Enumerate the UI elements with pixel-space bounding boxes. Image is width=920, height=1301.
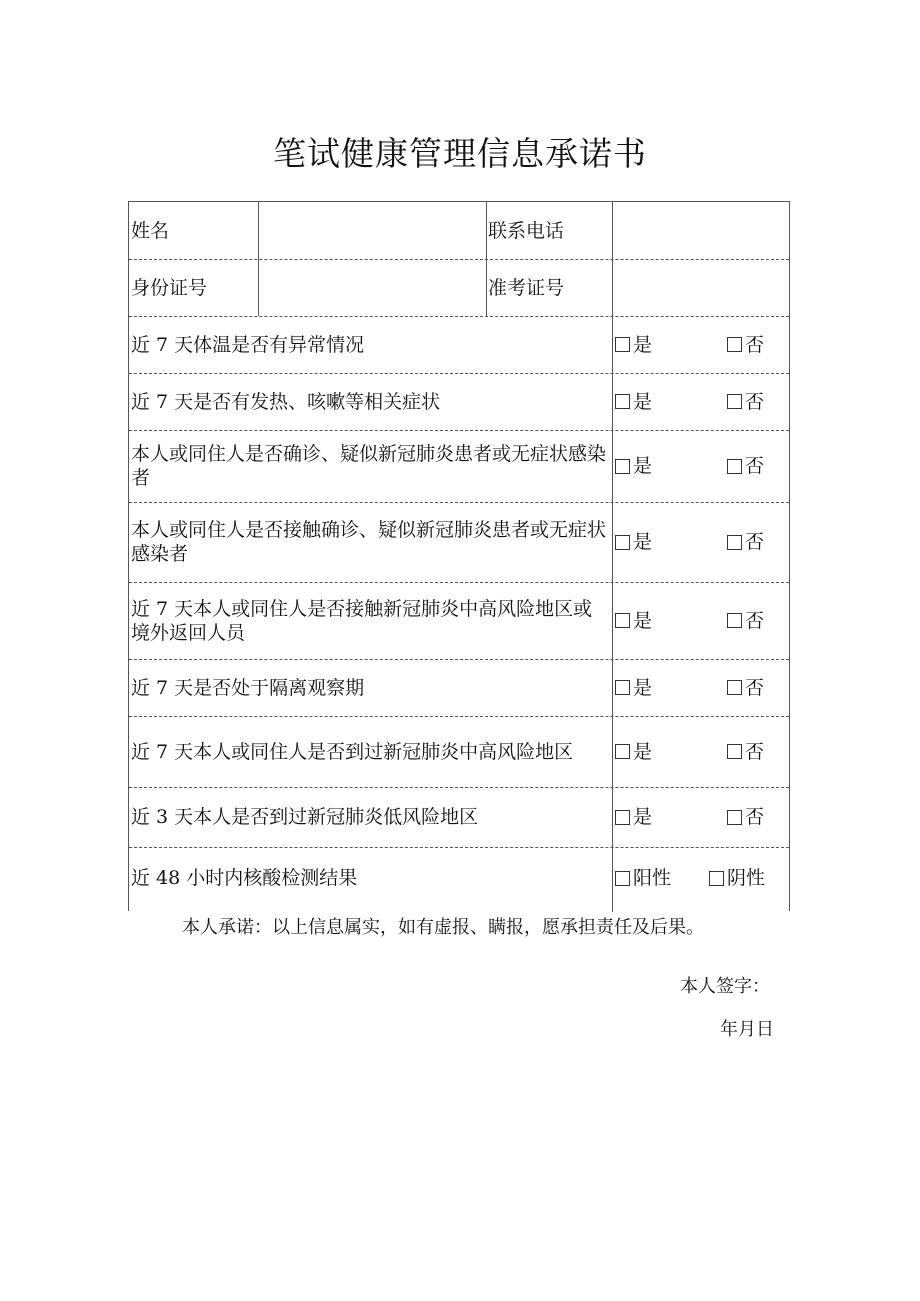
- no-checkbox[interactable]: 否: [727, 582, 764, 659]
- checkbox-icon: [727, 535, 742, 550]
- yes-checkbox[interactable]: 是: [615, 659, 652, 716]
- name-input[interactable]: [261, 204, 483, 257]
- question-text: 本人或同住人是否确诊、疑似新冠肺炎患者或无症状感染者: [131, 443, 607, 489]
- health-form-table: [128, 201, 790, 911]
- question-text: 本人或同住人是否接触确诊、疑似新冠肺炎患者或无症状感染者: [131, 519, 607, 565]
- no-checkbox[interactable]: 否: [727, 316, 764, 373]
- question-text: 近 7 天是否有发热、咳嗽等相关症状: [131, 390, 441, 413]
- question-text: 近 7 天本人或同住人是否接触新冠肺炎中高风险地区或境外返回人员: [131, 597, 593, 644]
- checkbox-icon: [615, 535, 630, 550]
- question-text: 近 7 天是否处于隔离观察期: [131, 676, 365, 699]
- yes-checkbox[interactable]: 是: [615, 787, 652, 847]
- negative-checkbox[interactable]: 阴性: [709, 847, 765, 909]
- question-text: 近 48 小时内核酸检测结果: [131, 867, 358, 889]
- no-checkbox[interactable]: 否: [727, 430, 764, 502]
- no-checkbox[interactable]: 否: [727, 502, 764, 582]
- checkbox-icon: [615, 680, 630, 695]
- page-title: 笔试健康管理信息承诺书: [273, 134, 647, 173]
- col-divider: [258, 202, 259, 316]
- yes-checkbox[interactable]: 是: [615, 716, 652, 787]
- promise-statement: 本人承诺：以上信息属实，如有虚报、瞒报，愿承担责任及后果。: [182, 917, 704, 938]
- checkbox-icon: [615, 613, 630, 628]
- id-label: 身份证号: [131, 276, 208, 299]
- checkbox-icon: [727, 337, 742, 352]
- checkbox-icon: [615, 337, 630, 352]
- checkbox-icon: [615, 810, 630, 825]
- checkbox-icon: [727, 459, 742, 474]
- yes-checkbox[interactable]: 是: [615, 373, 652, 430]
- checkbox-icon: [709, 871, 724, 886]
- id-input[interactable]: [261, 261, 483, 314]
- row-divider: [129, 259, 789, 260]
- checkbox-icon: [727, 394, 742, 409]
- checkbox-icon: [727, 744, 742, 759]
- no-checkbox[interactable]: 否: [727, 716, 764, 787]
- checkbox-icon: [727, 613, 742, 628]
- checkbox-icon: [615, 459, 630, 474]
- positive-checkbox[interactable]: 阳性: [615, 847, 671, 909]
- no-checkbox[interactable]: 否: [727, 659, 764, 716]
- exam-number-label: 准考证号: [488, 276, 565, 299]
- yes-checkbox[interactable]: 是: [615, 502, 652, 582]
- checkbox-icon: [615, 871, 630, 886]
- col-divider: [612, 202, 613, 912]
- phone-input[interactable]: [615, 204, 785, 257]
- checkbox-icon: [615, 394, 630, 409]
- no-checkbox[interactable]: 否: [727, 787, 764, 847]
- no-checkbox[interactable]: 否: [727, 373, 764, 430]
- phone-label: 联系电话: [488, 219, 565, 242]
- checkbox-icon: [615, 744, 630, 759]
- name-label: 姓名: [131, 219, 170, 242]
- question-text: 近 7 天体温是否有异常情况: [131, 333, 365, 356]
- question-text: 近 7 天本人或同住人是否到过新冠肺炎中高风险地区: [131, 740, 574, 763]
- col-divider: [486, 202, 487, 316]
- yes-checkbox[interactable]: 是: [615, 316, 652, 373]
- signature-label: 本人签字：: [680, 976, 770, 997]
- yes-checkbox[interactable]: 是: [615, 430, 652, 502]
- date-label: 年月日: [720, 1019, 774, 1040]
- question-text: 近 3 天本人是否到过新冠肺炎低风险地区: [131, 806, 479, 828]
- checkbox-icon: [727, 680, 742, 695]
- yes-checkbox[interactable]: 是: [615, 582, 652, 659]
- checkbox-icon: [727, 810, 742, 825]
- exam-number-input[interactable]: [615, 261, 785, 314]
